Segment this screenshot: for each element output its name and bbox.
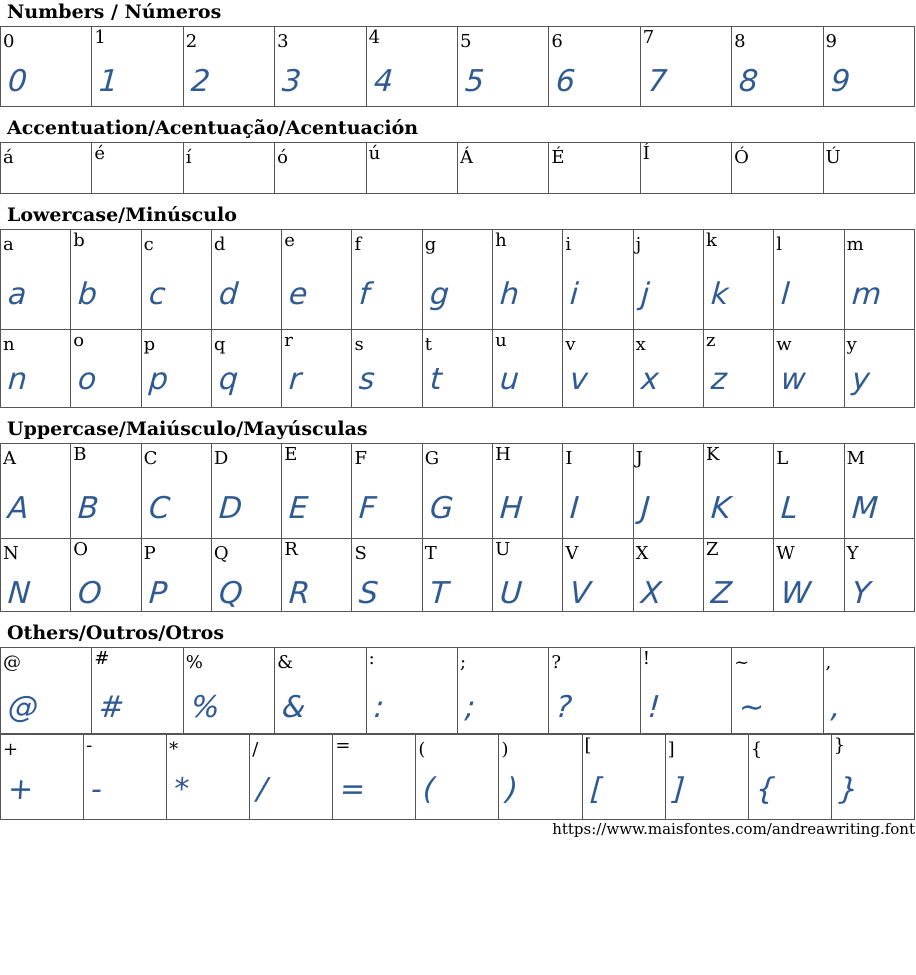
char-cell [71, 444, 141, 539]
char-label: g [424, 234, 437, 255]
char-cell [71, 330, 141, 408]
char-cell [275, 648, 366, 734]
handwritten-glyph: % [189, 690, 221, 725]
char-label: O [73, 539, 89, 560]
char-label: k [705, 230, 717, 251]
handwritten-glyph: e [287, 277, 309, 312]
uppercase-table [0, 443, 915, 612]
table-row [1, 648, 915, 734]
char-label: 3 [277, 31, 289, 52]
handwritten-glyph: o [77, 362, 98, 397]
handwritten-glyph: L [780, 491, 800, 526]
char-label: I [565, 448, 573, 469]
handwritten-glyph: N [6, 576, 32, 611]
handwritten-glyph: z [709, 362, 728, 397]
char-label: ó [277, 147, 289, 168]
char-label: ) [501, 739, 509, 760]
char-cell [422, 330, 492, 408]
char-cell [774, 230, 844, 330]
char-label: 7 [642, 27, 655, 48]
char-label: - [86, 735, 93, 756]
numbers-table [0, 26, 915, 107]
char-cell [366, 143, 457, 194]
accents-table [0, 142, 915, 194]
char-cell [549, 143, 640, 194]
char-label: t [424, 334, 433, 355]
char-label: f [354, 234, 362, 255]
char-label: ú [368, 143, 381, 164]
char-label: G [424, 448, 440, 469]
char-label: ? [551, 652, 561, 673]
char-label: / [252, 739, 259, 760]
handwritten-glyph: K [709, 491, 732, 526]
others-table-1 [0, 647, 915, 734]
char-label: U [495, 539, 511, 560]
handwritten-glyph: E [287, 491, 310, 526]
char-cell [774, 330, 844, 408]
char-label: # [94, 648, 110, 669]
char-cell [366, 648, 457, 734]
handwritten-glyph: 0 [6, 64, 29, 99]
handwritten-glyph: Z [709, 576, 733, 611]
char-label: i [565, 234, 572, 255]
handwritten-glyph: S [358, 576, 380, 611]
char-label: ; [459, 652, 467, 673]
char-cell [167, 735, 250, 820]
handwritten-glyph: 2 [189, 64, 212, 99]
char-label: L [776, 448, 789, 469]
char-label: B [73, 444, 87, 465]
char-label: 4 [368, 27, 381, 48]
char-label: & [277, 652, 294, 673]
char-cell [183, 143, 274, 194]
handwritten-glyph: a [6, 277, 28, 312]
handwritten-glyph: I [569, 491, 581, 526]
char-cell [499, 735, 582, 820]
char-cell [183, 648, 274, 734]
handwritten-glyph: ! [646, 690, 662, 725]
handwritten-glyph: ? [555, 690, 574, 725]
char-cell [422, 539, 492, 612]
char-cell [282, 539, 352, 612]
char-label: m [846, 234, 864, 255]
handwritten-glyph: w [780, 362, 808, 397]
others-table-2 [0, 734, 915, 820]
table-row [1, 230, 915, 330]
char-label: h [495, 230, 507, 251]
char-cell [823, 27, 914, 107]
char-cell [275, 27, 366, 107]
handwritten-glyph: s [358, 362, 377, 397]
handwritten-glyph: G [428, 491, 455, 526]
char-cell [1, 230, 71, 330]
char-label: Á [459, 147, 473, 168]
handwritten-glyph: D [217, 491, 244, 526]
char-label: [ [584, 735, 592, 756]
handwritten-glyph: X [639, 576, 663, 611]
char-label: e [284, 230, 295, 251]
char-label: J [635, 448, 643, 469]
char-cell [823, 648, 914, 734]
handwritten-glyph: R [287, 576, 312, 611]
char-cell [493, 539, 563, 612]
char-label: Í [642, 143, 650, 164]
char-label: 2 [185, 31, 198, 52]
char-cell [633, 539, 703, 612]
handwritten-glyph: ; [463, 690, 477, 725]
section-title-others: Others/Outros/Otros [7, 622, 225, 644]
char-cell [141, 230, 211, 330]
handwritten-glyph: M [850, 491, 879, 526]
char-cell [823, 143, 914, 194]
char-cell [71, 230, 141, 330]
char-cell [831, 735, 914, 820]
char-cell [183, 27, 274, 107]
handwritten-glyph: 7 [646, 64, 669, 99]
handwritten-glyph: k [709, 277, 730, 312]
char-cell [703, 539, 773, 612]
char-label: 1 [94, 27, 106, 48]
char-cell [282, 330, 352, 408]
char-label: = [335, 735, 351, 756]
char-label: N [3, 543, 19, 564]
handwritten-glyph: d [217, 277, 240, 312]
char-cell [633, 330, 703, 408]
char-cell [282, 444, 352, 539]
handwritten-glyph: & [280, 690, 307, 725]
char-cell [774, 444, 844, 539]
handwritten-glyph: f [358, 277, 372, 312]
handwritten-glyph: ( [422, 772, 437, 807]
char-label: + [3, 739, 19, 760]
char-label: } [833, 735, 846, 756]
char-label: 0 [3, 31, 15, 52]
char-label: 9 [825, 31, 837, 52]
section-title-lowercase: Lowercase/Minúsculo [7, 204, 237, 226]
char-label: % [185, 652, 203, 673]
char-label: v [565, 334, 576, 355]
handwritten-glyph: 3 [280, 64, 303, 99]
handwritten-glyph: ) [505, 772, 520, 807]
char-label: A [3, 448, 16, 469]
handwritten-glyph: B [77, 491, 101, 526]
handwritten-glyph: c [147, 277, 167, 312]
handwritten-glyph: Q [217, 576, 244, 611]
char-cell [333, 735, 416, 820]
handwritten-glyph: + [6, 772, 35, 807]
char-cell [275, 143, 366, 194]
char-label: z [705, 330, 716, 351]
char-cell [141, 330, 211, 408]
char-label: V [565, 543, 579, 564]
char-cell [1, 143, 92, 194]
char-label: á [3, 147, 14, 168]
handwritten-glyph: 4 [372, 64, 394, 99]
section-title-numbers: Numbers / Números [7, 1, 222, 23]
char-cell [563, 444, 633, 539]
char-cell [141, 539, 211, 612]
handwritten-glyph: A [6, 491, 30, 526]
handwritten-glyph: @ [6, 690, 40, 725]
section-title-uppercase: Uppercase/Maiúsculo/Mayúsculas [7, 418, 368, 440]
handwritten-glyph: i [569, 277, 580, 312]
handwritten-glyph: q [217, 362, 240, 397]
char-label: u [495, 330, 507, 351]
handwritten-glyph: T [428, 576, 450, 611]
char-label: b [73, 230, 85, 251]
char-label: K [705, 444, 720, 465]
char-cell [1, 735, 84, 820]
char-label: Q [213, 543, 229, 564]
char-cell [457, 27, 548, 107]
char-cell [92, 27, 183, 107]
handwritten-glyph: P [147, 576, 168, 611]
char-label: H [495, 444, 511, 465]
char-label: C [143, 448, 158, 469]
char-cell [493, 444, 563, 539]
char-cell [71, 539, 141, 612]
char-label: W [776, 543, 795, 564]
char-cell [633, 230, 703, 330]
char-cell [549, 27, 640, 107]
char-cell [352, 539, 422, 612]
char-cell [422, 444, 492, 539]
char-label: 5 [459, 31, 472, 52]
char-label: l [776, 234, 783, 255]
char-cell [844, 444, 914, 539]
handwritten-glyph: O [77, 576, 104, 611]
handwritten-glyph: v [569, 362, 590, 397]
char-cell [563, 539, 633, 612]
char-label: ] [667, 739, 675, 760]
char-label: w [776, 334, 792, 355]
char-label: D [213, 448, 229, 469]
char-cell [422, 230, 492, 330]
char-cell [1, 444, 71, 539]
char-cell [92, 648, 183, 734]
char-cell [640, 648, 731, 734]
char-cell [493, 330, 563, 408]
char-label: Z [705, 539, 719, 560]
char-cell [732, 27, 823, 107]
char-label: j [635, 234, 642, 255]
char-label: , [825, 652, 832, 673]
char-cell [665, 735, 748, 820]
char-label: d [213, 234, 226, 255]
handwritten-glyph: j [639, 277, 651, 312]
handwritten-glyph: U [498, 576, 524, 611]
char-cell [416, 735, 499, 820]
char-cell [1, 648, 92, 734]
handwritten-glyph: V [569, 576, 593, 611]
handwritten-glyph: 5 [463, 64, 486, 99]
handwritten-glyph: W [780, 576, 813, 611]
char-label: Ó [734, 147, 749, 168]
handwritten-glyph: m [850, 277, 883, 312]
handwritten-glyph: ] [671, 772, 686, 807]
table-row [1, 444, 915, 539]
char-label: 6 [551, 31, 563, 52]
char-label: X [635, 543, 649, 564]
char-label: S [354, 543, 367, 564]
char-label: E [284, 444, 298, 465]
handwritten-glyph: { [754, 772, 777, 807]
section-title-accents: Accentuation/Acentuação/Acentuación [7, 117, 419, 139]
char-cell [84, 735, 167, 820]
char-label: ~ [734, 652, 750, 673]
char-cell [352, 230, 422, 330]
char-label: r [284, 330, 293, 351]
handwritten-glyph: H [498, 491, 524, 526]
char-label: É [551, 147, 565, 168]
char-cell [211, 444, 281, 539]
char-label: ( [418, 739, 426, 760]
table-row [1, 143, 915, 194]
handwritten-glyph: } [837, 772, 860, 807]
handwritten-glyph: r [287, 362, 303, 397]
char-cell [250, 735, 333, 820]
char-label: x [635, 334, 646, 355]
char-label: a [3, 234, 14, 255]
char-cell [282, 230, 352, 330]
handwritten-glyph: b [77, 277, 99, 312]
handwritten-glyph: 1 [98, 64, 120, 99]
char-label: 8 [734, 31, 746, 52]
char-label: P [143, 543, 156, 564]
handwritten-glyph: / [256, 772, 269, 807]
handwritten-glyph: J [639, 491, 651, 526]
char-cell [141, 444, 211, 539]
handwritten-glyph: 6 [555, 64, 577, 99]
handwritten-glyph: y [850, 362, 871, 397]
char-cell [640, 27, 731, 107]
handwritten-glyph: - [89, 772, 104, 807]
char-label: * [169, 739, 179, 760]
char-label: y [846, 334, 857, 355]
char-label: s [354, 334, 364, 355]
char-cell [844, 539, 914, 612]
credit-url: https://www.maisfontes.com/andreawriting.font [552, 820, 915, 838]
char-label: o [73, 330, 85, 351]
char-cell [703, 230, 773, 330]
handwritten-glyph: Y [850, 576, 872, 611]
char-cell [1, 27, 92, 107]
char-cell [457, 143, 548, 194]
char-cell [211, 539, 281, 612]
handwritten-glyph: t [428, 362, 443, 397]
char-label: : [368, 648, 375, 669]
char-label: c [143, 234, 154, 255]
char-cell [493, 230, 563, 330]
char-cell [703, 444, 773, 539]
char-cell [457, 648, 548, 734]
char-cell [563, 330, 633, 408]
table-row [1, 735, 915, 820]
char-cell [366, 27, 457, 107]
lowercase-table [0, 229, 915, 408]
char-label: q [213, 334, 226, 355]
char-cell [352, 330, 422, 408]
char-cell [582, 735, 665, 820]
char-label: n [3, 334, 15, 355]
handwritten-glyph: # [98, 690, 126, 725]
handwritten-glyph: p [147, 362, 169, 397]
char-label: Ú [825, 147, 841, 168]
char-label: é [94, 143, 106, 164]
handwritten-glyph: C [147, 491, 171, 526]
char-cell [92, 143, 183, 194]
char-cell [352, 444, 422, 539]
table-row [1, 539, 915, 612]
handwritten-glyph: 9 [829, 64, 851, 99]
char-cell [563, 230, 633, 330]
char-cell [1, 330, 71, 408]
char-cell [844, 330, 914, 408]
char-label: F [354, 448, 367, 469]
handwritten-glyph: , [829, 690, 842, 725]
handwritten-glyph: [ [588, 772, 603, 807]
handwritten-glyph: * [172, 772, 191, 807]
handwritten-glyph: F [358, 491, 379, 526]
char-cell [774, 539, 844, 612]
char-cell [703, 330, 773, 408]
char-label: p [143, 334, 156, 355]
char-label: T [424, 543, 437, 564]
char-label: R [284, 539, 298, 560]
char-cell [633, 444, 703, 539]
handwritten-glyph: ~ [737, 690, 766, 725]
char-label: Y [846, 543, 859, 564]
char-cell [732, 648, 823, 734]
char-cell [211, 330, 281, 408]
handwritten-glyph: u [498, 362, 521, 397]
handwritten-glyph: n [6, 362, 29, 397]
handwritten-glyph: x [639, 362, 660, 397]
char-label: @ [3, 652, 21, 673]
char-label: ! [642, 648, 650, 669]
table-row [1, 330, 915, 408]
char-cell [1, 539, 71, 612]
char-cell [844, 230, 914, 330]
char-cell [640, 143, 731, 194]
char-label: í [185, 147, 192, 168]
char-cell [549, 648, 640, 734]
handwritten-glyph: g [428, 277, 451, 312]
table-row [1, 27, 915, 107]
char-cell [732, 143, 823, 194]
handwritten-glyph: 8 [737, 64, 760, 99]
char-label: M [846, 448, 865, 469]
handwritten-glyph: = [339, 772, 367, 807]
char-cell [211, 230, 281, 330]
handwritten-glyph: l [780, 277, 791, 312]
char-cell [748, 735, 831, 820]
handwritten-glyph: h [498, 277, 521, 312]
char-label: { [750, 739, 763, 760]
handwritten-glyph: : [372, 690, 385, 725]
